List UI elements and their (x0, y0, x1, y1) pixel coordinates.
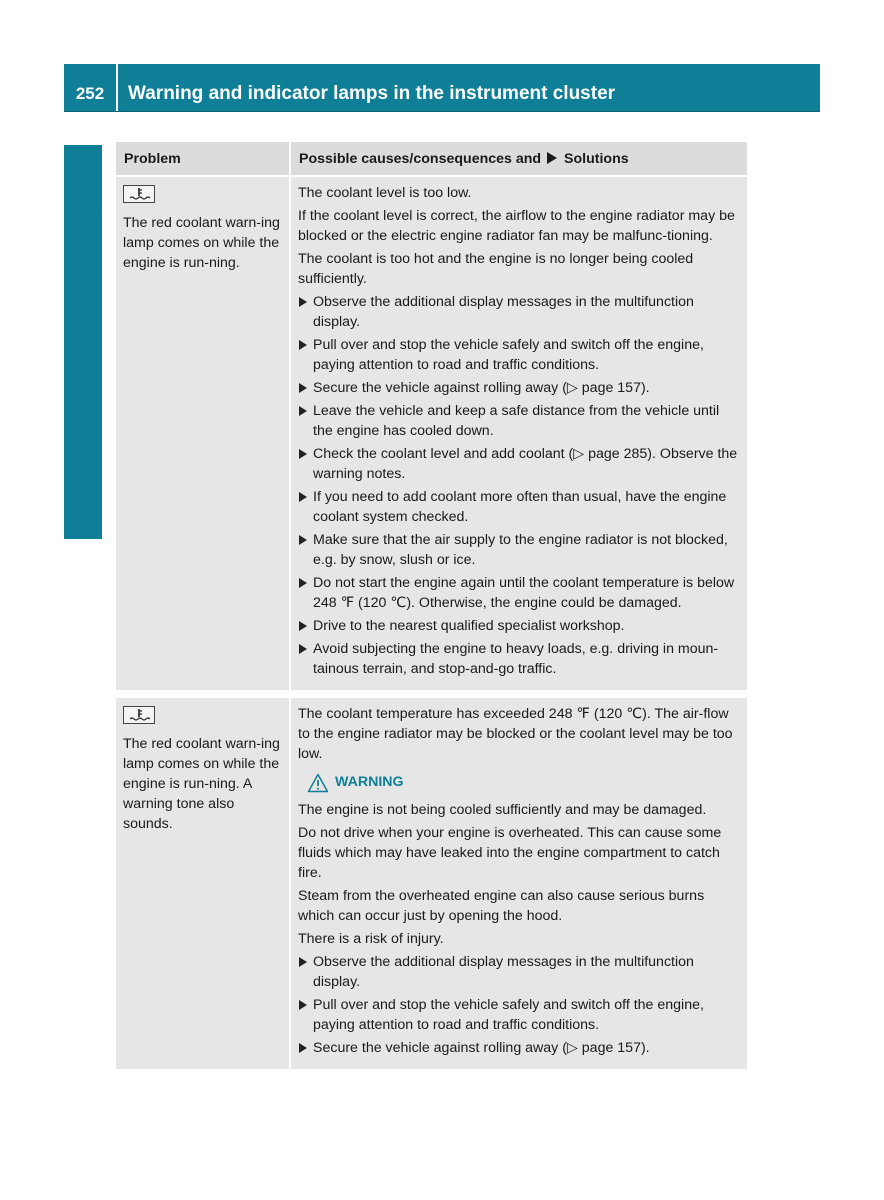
solution-arrow-icon (547, 152, 557, 164)
solution-step (298, 616, 740, 636)
coolant-temperature-icon (123, 706, 155, 724)
bullet-arrow-icon (299, 621, 307, 631)
page-number: 252 (75, 84, 105, 103)
warning-paragraph: Do not drive when your engine is overheated. This can cause some fluids which may have leaked into the engine compartment to catch fire. (298, 825, 722, 881)
section-title: Warning and indicator lamps in the instrument cluster (128, 83, 616, 104)
solutions-header-label-pre: Possible causes/consequences and (299, 151, 542, 167)
solution-step (298, 573, 740, 613)
page-header (64, 64, 820, 112)
problem-cell (116, 694, 290, 1069)
bullet-arrow-icon (299, 1043, 307, 1053)
warning-paragraph: There is a risk of injury. (298, 931, 444, 947)
step-text: Secure the vehicle against rolling away (▷ page 157). (313, 380, 650, 396)
warning-paragraph: Steam from the overheated engine can also cause serious burns which can occur just by opening the hood. (298, 888, 705, 924)
table-header-row (116, 142, 747, 176)
solutions-cell (290, 694, 747, 1069)
bullet-arrow-icon (299, 297, 307, 307)
step-text: Pull over and stop the vehicle safely and switch off the engine, paying attention to road and traffic conditions. (313, 337, 704, 373)
step-text: Observe the additional display messages in the multifunction display. (313, 954, 694, 990)
cause-paragraph: The coolant temperature has exceeded 248 ℉ (120 ℃). The air-flow to the engine radiator may be blocked or the coolant level may be too low. (298, 706, 733, 762)
problem-text: The red coolant warn-ing lamp comes on while the engine is run-ning. A warning tone also sounds. (123, 736, 280, 832)
warning-heading (298, 772, 740, 794)
solution-steps (298, 952, 740, 1058)
bullet-arrow-icon (299, 340, 307, 350)
table-row (116, 176, 747, 694)
table-row (116, 694, 747, 1069)
bullet-arrow-icon (299, 644, 307, 654)
step-text: Do not start the engine again until the coolant temperature is below 248 ℉ (120 ℃). Otherwise, the engine could be damaged. (313, 575, 735, 611)
solution-step (298, 952, 740, 992)
solution-step (298, 335, 740, 375)
step-text: Avoid subjecting the engine to heavy loads, e.g. driving in moun-tainous terrain, and stop-and-go traffic. (313, 641, 719, 677)
header-divider (116, 64, 118, 111)
coolant-temperature-icon (123, 185, 155, 203)
bullet-arrow-icon (299, 383, 307, 393)
solution-step (298, 995, 740, 1035)
bullet-arrow-icon (299, 535, 307, 545)
solution-step (298, 378, 740, 398)
solution-step (298, 292, 740, 332)
problem-header-label: Problem (124, 151, 181, 167)
bullet-arrow-icon (299, 449, 307, 459)
warning-paragraph: The engine is not being cooled sufficiently and may be damaged. (298, 802, 707, 818)
step-text: Make sure that the air supply to the engine radiator is not blocked, e.g. by snow, slush or ice. (313, 532, 728, 568)
solution-step (298, 530, 740, 570)
bullet-arrow-icon (299, 406, 307, 416)
step-text: If you need to add coolant more often than usual, have the engine coolant system checked. (313, 489, 727, 525)
problem-cell (116, 176, 290, 694)
step-text: Secure the vehicle against rolling away (▷ page 157). (313, 1040, 650, 1056)
problem-column-header (116, 142, 290, 176)
solution-steps (298, 292, 740, 679)
bullet-arrow-icon (299, 492, 307, 502)
step-text: Check the coolant level and add coolant (▷ page 285). Observe the warning notes. (313, 446, 738, 482)
warning-triangle-icon (307, 773, 329, 793)
bullet-arrow-icon (299, 578, 307, 588)
solutions-header-label-post: Solutions (564, 151, 629, 167)
solution-step (298, 444, 740, 484)
solutions-cell (290, 176, 747, 694)
cause-paragraph: The coolant level is too low. (298, 185, 472, 201)
solution-step (298, 401, 740, 441)
step-text: Leave the vehicle and keep a safe distance from the vehicle until the engine has cooled down. (313, 403, 720, 439)
step-text: Observe the additional display messages in the multifunction display. (313, 294, 694, 330)
warning-label: WARNING (335, 774, 404, 790)
bullet-arrow-icon (299, 1000, 307, 1010)
problem-text: The red coolant warn-ing lamp comes on while the engine is run-ning. (123, 215, 280, 271)
solutions-column-header (290, 142, 747, 176)
warning-lamps-table (116, 142, 747, 1069)
solution-step (298, 1038, 740, 1058)
step-text: Drive to the nearest qualified specialist workshop. (313, 618, 625, 634)
cause-paragraph: The coolant is too hot and the engine is no longer being cooled sufficiently. (298, 251, 694, 287)
solution-step (298, 639, 740, 679)
solution-step (298, 487, 740, 527)
cause-paragraph: If the coolant level is correct, the airflow to the engine radiator may be blocked or the electric engine radiator fan may be malfunc-tioning. (298, 208, 735, 244)
step-text: Pull over and stop the vehicle safely and switch off the engine, paying attention to road and traffic conditions. (313, 997, 704, 1033)
bullet-arrow-icon (299, 957, 307, 967)
side-tab-label: On-board computer and displays (80, 190, 101, 488)
